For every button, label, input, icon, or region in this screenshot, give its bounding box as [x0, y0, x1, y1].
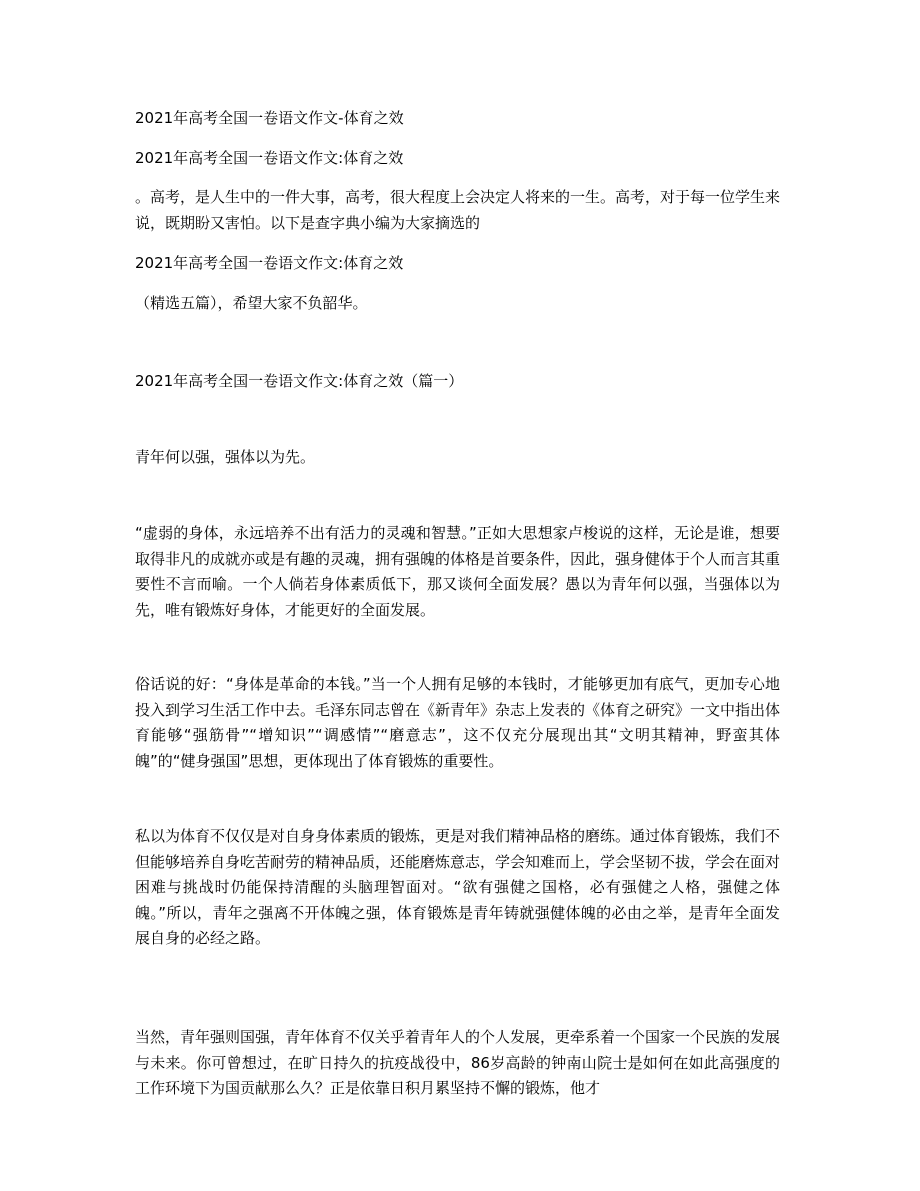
intro-paragraph: 。高考，是人生中的一件大事，高考，很大程度上会决定人将来的一生。高考，对于每一位学生来说，既期盼又害怕。以下是查字典小编为大家摘选的	[135, 188, 781, 232]
selection-note: （精选五篇），希望大家不负韶华。	[135, 294, 368, 312]
document-title: 2021年高考全国一卷语文作文-体育之效	[135, 109, 404, 127]
document-subtitle: 2021年高考全国一卷语文作文:体育之效	[135, 149, 404, 167]
essay-paragraph: “虚弱的身体，永远培养不出有活力的灵魂和智慧。”正如大思想家卢梭说的这样，无论是谁，想要取得非凡的成就亦或是有趣的灵魂，拥有强魄的体格是首要条件，因此，强身健体于个人而言其重要性不言而喻。一个人倘若身体素质低下，那又谈何全面发展？愚以为青年何以强，当强体以为先，唯有锻炼好身体，才能更好的全面发展。	[135, 524, 781, 619]
repeated-title: 2021年高考全国一卷语文作文:体育之效	[135, 254, 404, 272]
essay-paragraph: 青年何以强，强体以为先。	[135, 448, 316, 466]
essay-paragraph: 当然，青年强则国强，青年体育不仅关乎着青年人的个人发展，更牵系着一个国家一个民族的发展与未来。你可曾想过，在旷日持久的抗疫战役中，86岁高龄的钟南山院士是如何在如此高强度的工作环境下为国贡献那么久？正是依靠日积月累坚持不懈的锻炼，他才	[135, 1028, 781, 1097]
section-heading: 2021年高考全国一卷语文作文:体育之效（篇一）	[135, 372, 464, 390]
essay-paragraph: 私以为体育不仅仅是对自身身体素质的锻炼，更是对我们精神品格的磨练。通过体育锻炼，我们不但能够培养自身吃苦耐劳的精神品质，还能磨炼意志，学会知难而上，学会坚韧不拔，学会在面对困难与挑战时仍能保持清醒的头脑理智面对。“欲有强健之国格，必有强健之人格，强健之体魄。”所以，青年之强离不开体魄之强，体育锻炼是青年铸就强健体魄的必由之举，是青年全面发展自身的必经之路。	[135, 827, 781, 947]
essay-paragraph: 俗话说的好：“身体是革命的本钱。”当一个人拥有足够的本钱时，才能够更加有底气，更加专心地投入到学习生活工作中去。毛泽东同志曾在《新青年》杂志上发表的《体育之研究》一文中指出体育能够“强筋骨”“增知识”“调感情”“磨意志”，这不仅充分展现出其“文明其精神，野蛮其体魄”的“健身强国”思想，更体现出了体育锻炼的重要性。	[135, 675, 781, 770]
